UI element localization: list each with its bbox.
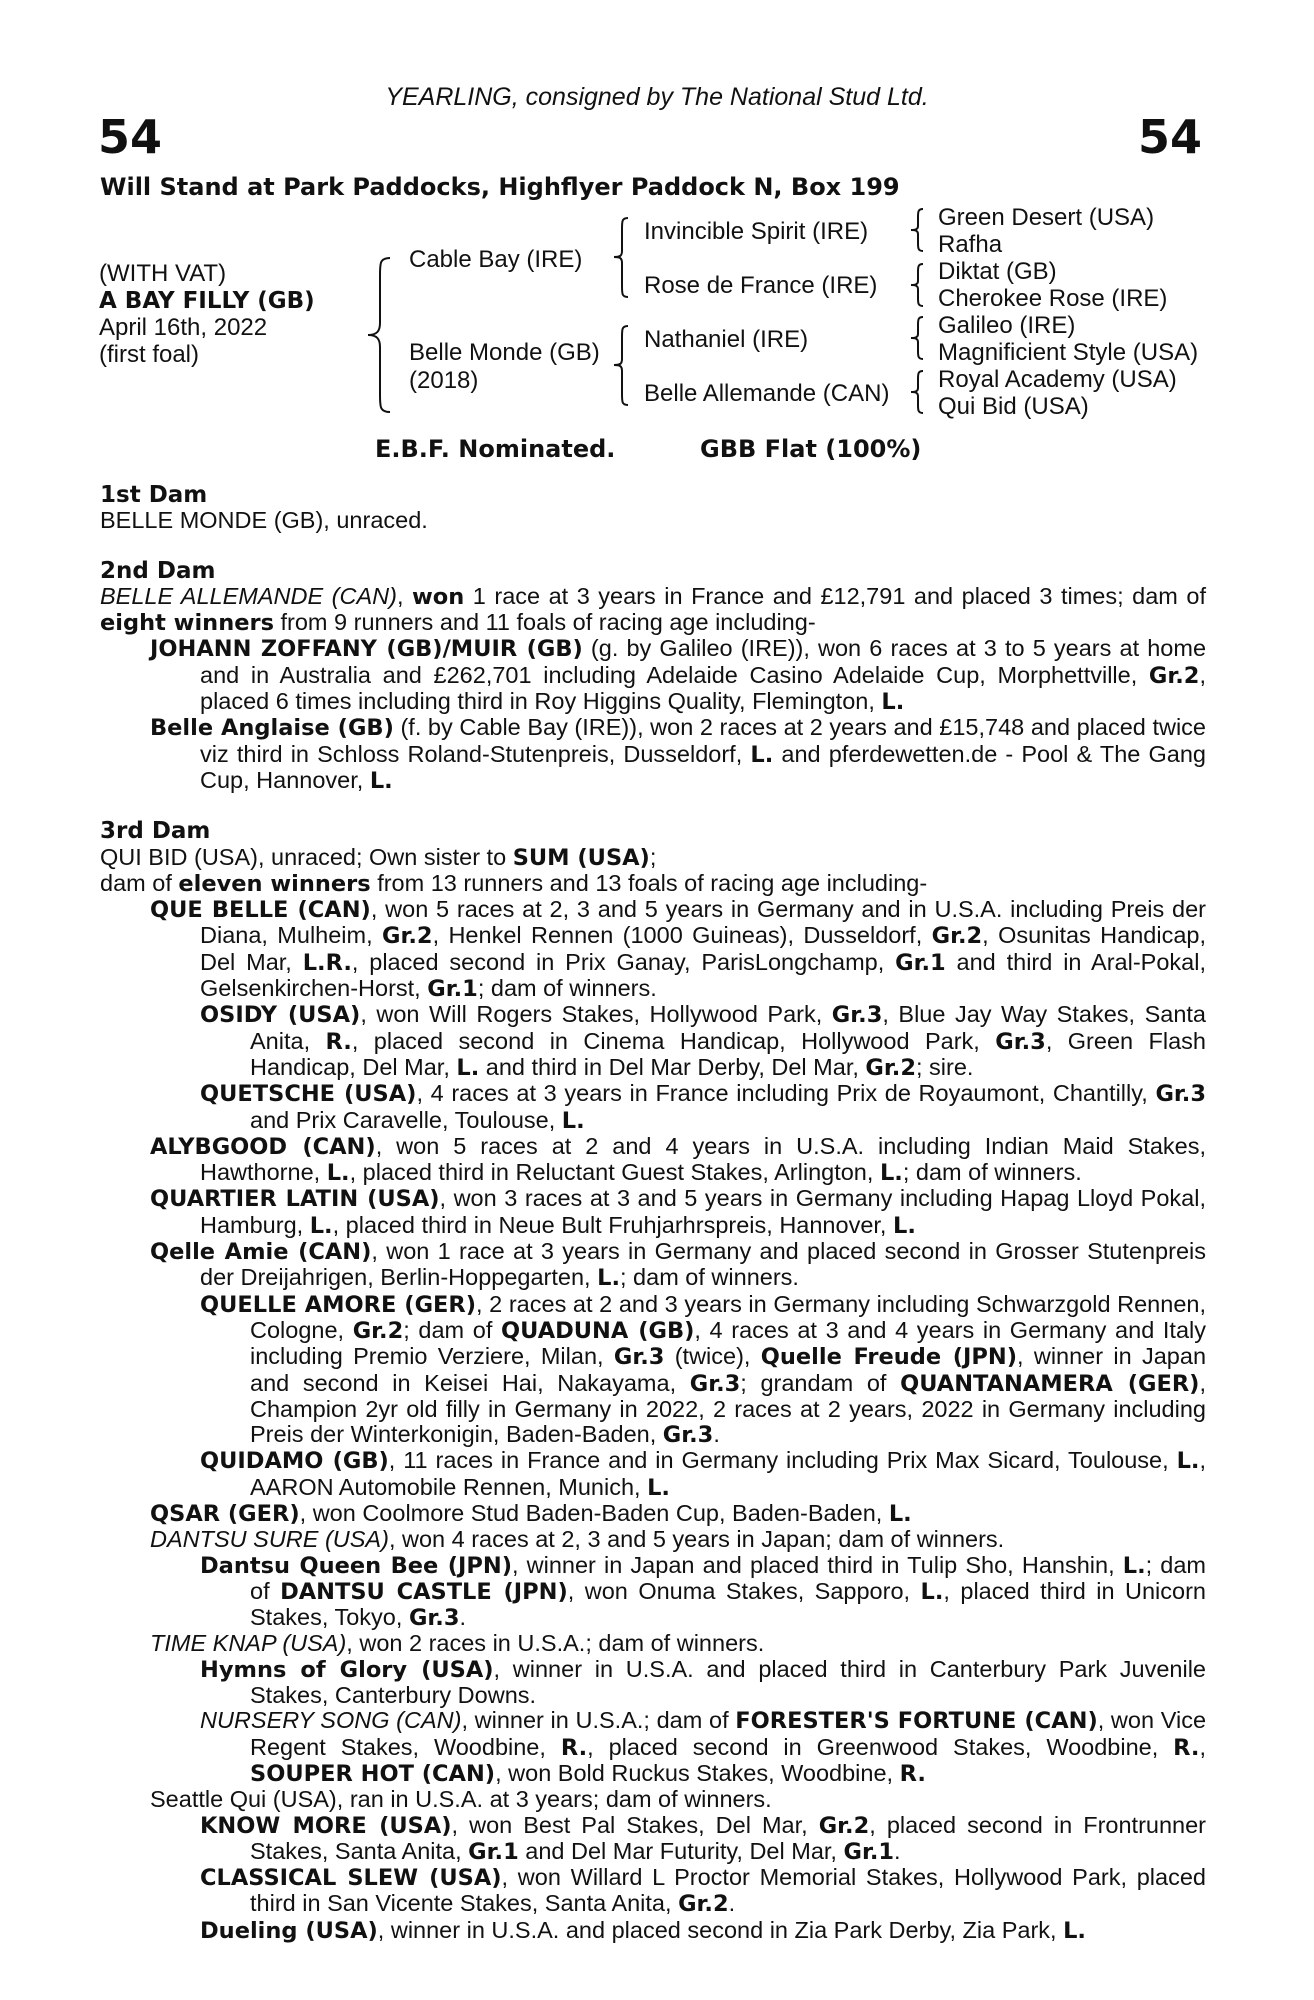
ggp-1: Green Desert (USA)	[938, 204, 1155, 231]
produce-entry: QUE BELLE (CAN), won 5 races at 2, 3 and 5 years in Germany and in U.S.A. including Preis der Diana, Mulheim, Gr.2, Henkel Rennen (1000 Guineas), Dusseldorf, Gr.2, Osunitas Handicap, Del Mar, L.R., placed second in Prix Ganay, ParisLongchamp, Gr.1 and third in Aral-Pokal, Gelsenkirchen-Horst, Gr.1; dam of winners.	[150, 896, 1206, 1003]
foal-note: (first foal)	[99, 341, 200, 368]
ggp-6: Magnificient Style (USA)	[938, 339, 1199, 366]
produce-entry: Dantsu Queen Bee (JPN), winner in Japan and placed third in Tulip Sho, Hanshin, L.; dam of DANTSU CASTLE (JPN), won Onuma Stakes, Sapporo, L., placed third in Unicorn Stakes, Tokyo, Gr.3.	[200, 1551, 1207, 1632]
pedigree-brace-dam	[608, 323, 634, 408]
ggp-4: Cherokee Rose (IRE)	[938, 285, 1168, 312]
ggp-5: Galileo (IRE)	[938, 312, 1076, 339]
produce-entry: Belle Anglaise (GB) (f. by Cable Bay (IRE)), won 2 races at 2 years and £15,748 and placed twice viz third in Schloss Roland-Stutenpreis, Dusseldorf, L. and pferdewetten.de - Pool & The Gang Cup, Hannover, L.	[150, 714, 1206, 794]
pedigree-brace-ggp-3	[905, 313, 929, 363]
ggp-8: Qui Bid (USA)	[938, 393, 1089, 420]
stand-location: Will Stand at Park Paddocks, Highflyer Paddock N, Box 199	[100, 173, 900, 201]
gbb-flat: GBB Flat (100%)	[700, 435, 922, 463]
produce-entry: Seattle Qui (USA), ran in U.S.A. at 3 years; dam of winners.	[150, 1786, 772, 1813]
catalogue-subtitle: YEARLING, consigned by The National Stud Ltd.	[385, 83, 929, 111]
produce-entry: KNOW MORE (USA), won Best Pal Stakes, Del Mar, Gr.2, placed second in Frontrunner Stakes, Santa Anita, Gr.1 and Del Mar Futurity, Del Mar, Gr.1.	[200, 1811, 1206, 1865]
dam: Belle Monde (GB)	[409, 339, 600, 366]
produce-entry: CLASSICAL SLEW (USA), won Willard L Proctor Memorial Stakes, Hollywood Park, placed third in San Vicente Stakes, Santa Anita, Gr.2.	[200, 1864, 1206, 1918]
pedigree-brace-main	[360, 255, 400, 415]
ebf-nominated: E.B.F. Nominated.	[375, 435, 616, 463]
foaling-date: April 16th, 2022	[99, 314, 268, 341]
produce-entry: JOHANN ZOFFANY (GB)/MUIR (GB) (g. by Galileo (IRE)), won 6 races at 3 to 5 years at home and in Australia and £262,701 including Adelaide Casino Adelaide Cup, Morphettville, Gr.2, placed 6 times including third in Roy Higgins Quality, Flemington, L.	[150, 635, 1207, 716]
produce-entry: QUIDAMO (GB), 11 races in France and in Germany including Prix Max Sicard, Toulouse, L., AARON Automobile Rennen, Munich, L.	[200, 1447, 1206, 1501]
dam-line-text	[100, 483, 1206, 1944]
ggp-7: Royal Academy (USA)	[938, 366, 1177, 393]
sire: Cable Bay (IRE)	[409, 246, 583, 273]
third-dam-text: QUI BID (USA), unraced; Own sister to SUM (USA); dam of eleven winners from 13 runners and 13 foals of racing age including-	[100, 843, 928, 897]
vat-label: (WITH VAT)	[99, 260, 227, 287]
produce-entry: Qelle Amie (CAN), won 1 race at 3 years in Germany and placed second in Grosser Stutenpreis der Dreijahrigen, Berlin-Hoppegarten, L.; dam of winners.	[150, 1238, 1206, 1292]
horse-name: A BAY FILLY (GB)	[99, 288, 315, 314]
produce-entry: Dueling (USA), winner in U.S.A. and placed second in Zia Park Derby, Zia Park, L.	[200, 1916, 1086, 1944]
pedigree-brace-ggp-4	[905, 367, 929, 417]
produce-entry: Hymns of Glory (USA), winner in U.S.A. and placed third in Canterbury Park Juvenile Stakes, Canterbury Downs.	[200, 1655, 1206, 1709]
ggp-3: Diktat (GB)	[938, 258, 1057, 285]
produce-entry: QUARTIER LATIN (USA), won 3 races at 3 and 5 years in Germany including Hapag Lloyd Pokal, Hamburg, L., placed third in Neue Bult Fruhjarhrspreis, Hannover, L.	[150, 1185, 1206, 1239]
first-dam-text: BELLE MONDE (GB), unraced.	[100, 507, 428, 534]
dam-sire: Nathaniel (IRE)	[644, 326, 809, 353]
produce-entry: NURSERY SONG (CAN), winner in U.S.A.; dam of FORESTER'S FORTUNE (CAN), won Vice Regent Stakes, Woodbine, R., placed second in Greenwood Stakes, Woodbine, R., SOUPER HOT (CAN), won Bold Ruckus Stakes, Woodbine, R.	[200, 1707, 1207, 1787]
lot-number-right: 54	[1137, 110, 1202, 164]
dam-dam: Belle Allemande (CAN)	[644, 380, 890, 407]
produce-entry: QSAR (GER), won Coolmore Stud Baden-Baden Cup, Baden-Baden, L.	[150, 1499, 912, 1527]
produce-entry: OSIDY (USA), won Will Rogers Stakes, Hollywood Park, Gr.3, Blue Jay Way Stakes, Santa Anita, R., placed second in Cinema Handicap, Hollywood Park, Gr.3, Green Flash Handicap, Del Mar, L. and third in Del Mar Derby, Del Mar, Gr.2; sire.	[200, 1001, 1206, 1081]
produce-entry: TIME KNAP (USA), won 2 races in U.S.A.; dam of winners.	[150, 1630, 765, 1657]
pedigree-brace-sire	[608, 215, 634, 300]
lot-number-left: 54	[98, 110, 163, 164]
second-dam-text: BELLE ALLEMANDE (CAN), won 1 race at 3 years in France and £12,791 and placed 3 times; dam of eight winners from 9 runners and 11 foals of racing age including-	[100, 582, 1206, 637]
produce-entry: ALYBGOOD (CAN), won 5 races at 2 and 4 years in U.S.A. including Indian Maid Stakes, Hawthorne, L., placed third in Reluctant Guest Stakes, Arlington, L.; dam of winners.	[150, 1132, 1206, 1187]
sire-sire: Invincible Spirit (IRE)	[644, 218, 869, 245]
dam-year: (2018)	[409, 367, 479, 394]
produce-entry: QUETSCHE (USA), 4 races at 3 years in France including Prix de Royaumont, Chantilly, Gr.3 and Prix Caravelle, Toulouse, L.	[200, 1080, 1206, 1134]
sire-dam: Rose de France (IRE)	[644, 272, 878, 299]
produce-entry: QUELLE AMORE (GER), 2 races at 2 and 3 years in Germany including Schwarzgold Rennen, Cologne, Gr.2; dam of QUADUNA (GB), 4 races at 3 and 4 years in Germany and Italy including Premio Verziere, Milan, Gr.3 (twice), Quelle Freude (JPN), winner in Japan and second in Keisei Hai, Nakayama, Gr.3; grandam of QUANTANAMERA (GER), Champion 2yr old filly in Germany in 2022, 2 races at 2 years, 2022 in Germany including Preis der Winterkonigin, Baden-Baden, Gr.3.	[200, 1290, 1207, 1449]
first-dam-heading: 1st Dam	[100, 482, 208, 508]
pedigree-brace-ggp-2	[905, 260, 929, 310]
third-dam-heading: 3rd Dam	[100, 818, 211, 845]
ggp-2: Rafha	[938, 231, 1003, 258]
pedigree-brace-ggp-1	[905, 205, 929, 255]
second-dam-heading: 2nd Dam	[100, 557, 216, 584]
produce-entry: DANTSU SURE (USA), won 4 races at 2, 3 and 5 years in Japan; dam of winners.	[150, 1526, 1005, 1553]
